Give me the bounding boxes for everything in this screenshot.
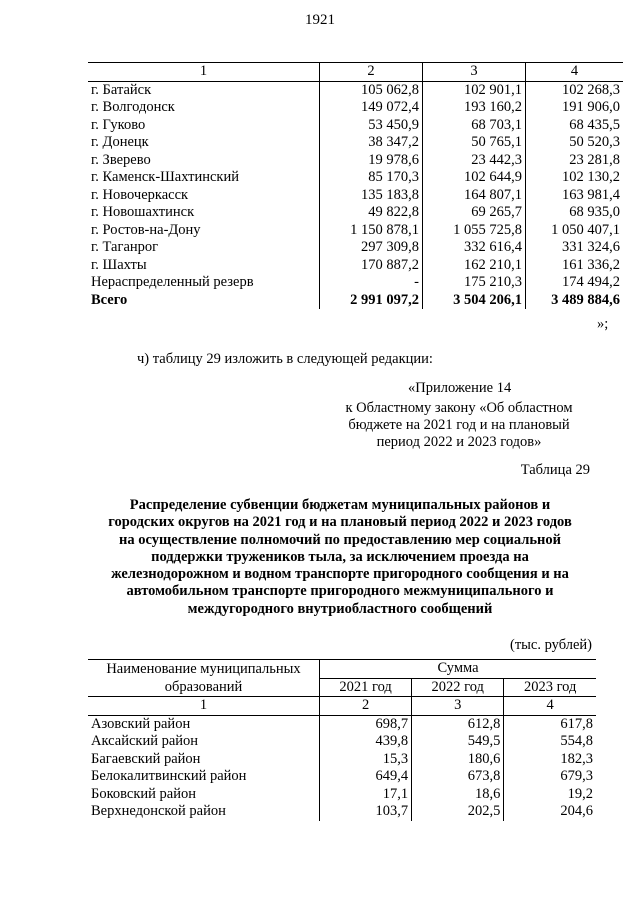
table-row xyxy=(88,204,623,222)
row-name: Верхнедонской район xyxy=(91,803,226,819)
row-name: Азовский район xyxy=(91,715,191,732)
table-row xyxy=(88,222,623,240)
cell-2022: 332 616,4 xyxy=(423,239,526,257)
cell-2023: 182,3 xyxy=(504,751,596,769)
table-heading xyxy=(90,497,590,618)
table-row xyxy=(88,257,623,275)
cell-2023: 19,2 xyxy=(504,786,596,804)
name-column-header xyxy=(88,660,320,697)
column-number: 3 xyxy=(412,697,504,716)
table-header-row xyxy=(88,660,596,679)
row-name: Багаевский район xyxy=(91,750,201,767)
cell-2023: 204,6 xyxy=(504,803,596,821)
cell-2022: 175 210,3 xyxy=(423,274,526,292)
cell-2022: 202,5 xyxy=(412,803,504,821)
row-name: г. Новошахтинск xyxy=(91,204,195,220)
column-number: 3 xyxy=(423,63,526,82)
column-number: 1 xyxy=(88,63,320,82)
cell-2023: 68 935,0 xyxy=(526,204,624,222)
cell-2023: 68 435,5 xyxy=(526,117,624,135)
cell-2021: 105 062,8 xyxy=(320,81,423,99)
cell-2023: 617,8 xyxy=(504,715,596,733)
cell-2022: 18,6 xyxy=(412,786,504,804)
sum-column-header: Сумма xyxy=(320,660,597,679)
cell-2022: 164 807,1 xyxy=(423,187,526,205)
appendix-reference-line: период 2022 и 2023 годов» xyxy=(376,434,542,450)
table-label: Таблица 29 xyxy=(520,462,590,478)
table-row xyxy=(88,117,623,135)
name-header-line: Наименование муниципальных xyxy=(106,661,301,677)
table-header-row xyxy=(88,63,623,82)
cell-2021: 149 072,4 xyxy=(320,99,423,117)
row-name: г. Шахты xyxy=(91,256,147,273)
heading-line: железнодорожном и водном транспорте пригородного сообщения и на xyxy=(111,566,569,583)
name-header-line: образований xyxy=(164,679,243,695)
column-number: 2 xyxy=(320,63,423,82)
table-subvention-distribution xyxy=(88,659,596,821)
row-name: г. Волгодонск xyxy=(91,99,175,115)
closing-quote: »; xyxy=(597,316,609,332)
table-row xyxy=(88,187,623,205)
cell-2023: 50 520,3 xyxy=(526,134,624,152)
total-2023: 3 489 884,6 xyxy=(526,292,624,310)
year-header: 2021 год xyxy=(320,678,412,697)
cell-2022: 102 644,9 xyxy=(423,169,526,187)
cell-2021: 170 887,2 xyxy=(320,257,423,275)
table-row xyxy=(88,733,596,751)
cell-2021: 19 978,6 xyxy=(320,152,423,170)
table-row xyxy=(88,169,623,187)
total-label: Всего xyxy=(91,291,128,308)
cell-2022: 50 765,1 xyxy=(423,134,526,152)
row-name: Белокалитвинский район xyxy=(91,768,247,784)
cell-2023: 102 268,3 xyxy=(526,81,624,99)
cell-2021: 53 450,9 xyxy=(320,117,423,135)
column-number: 1 xyxy=(88,697,320,716)
cell-2022: 673,8 xyxy=(412,768,504,786)
heading-line: междугородного внутриобластного сообщений xyxy=(187,600,493,617)
cell-2022: 102 901,1 xyxy=(423,81,526,99)
row-name: г. Каменск-Шахтинский xyxy=(91,169,239,185)
cell-2023: 1 050 407,1 xyxy=(526,222,624,240)
cell-2023: 23 281,8 xyxy=(526,152,624,170)
cell-2021: - xyxy=(320,274,423,292)
table-row xyxy=(88,715,596,733)
cell-2021: 135 183,8 xyxy=(320,187,423,205)
heading-line: городских округов на 2021 год и на плановый период 2022 и 2023 годов xyxy=(108,514,572,531)
year-header: 2022 год xyxy=(412,678,504,697)
table-row xyxy=(88,239,623,257)
table-row xyxy=(88,768,596,786)
row-name: Нераспределенный резерв xyxy=(91,274,254,290)
appendix-title: «Приложение 14 xyxy=(408,380,512,396)
cell-2021: 103,7 xyxy=(320,803,412,821)
column-number: 2 xyxy=(320,697,412,716)
cell-2021: 15,3 xyxy=(320,751,412,769)
row-name: Аксайский район xyxy=(91,733,199,749)
cell-2021: 85 170,3 xyxy=(320,169,423,187)
heading-line: автомобильном транспорте пригородного межмуниципального и xyxy=(126,583,554,600)
cell-2023: 161 336,2 xyxy=(526,257,624,275)
cell-2022: 162 210,1 xyxy=(423,257,526,275)
cell-2022: 549,5 xyxy=(412,733,504,751)
cell-2021: 649,4 xyxy=(320,768,412,786)
cell-2023: 331 324,6 xyxy=(526,239,624,257)
table-row xyxy=(88,152,623,170)
cell-2022: 180,6 xyxy=(412,751,504,769)
row-name: г. Таганрог xyxy=(91,239,159,255)
cell-2023: 554,8 xyxy=(504,733,596,751)
cell-2021: 1 150 878,1 xyxy=(320,222,423,240)
column-number: 4 xyxy=(526,63,624,82)
row-name: г. Донецк xyxy=(91,134,149,150)
table-total-row xyxy=(88,292,623,310)
cell-2022: 1 055 725,8 xyxy=(423,222,526,240)
heading-line: на осуществление полномочий по предоставлению мер социальной xyxy=(119,531,561,548)
table-row xyxy=(88,274,623,292)
row-name: г. Ростов-на-Дону xyxy=(91,221,201,238)
row-name: г. Батайск xyxy=(91,81,152,98)
appendix-reference-line: к Областному закону «Об областном xyxy=(345,400,573,416)
cell-2022: 69 265,7 xyxy=(423,204,526,222)
cell-2021: 49 822,8 xyxy=(320,204,423,222)
total-2022: 3 504 206,1 xyxy=(423,292,526,310)
cell-2023: 191 906,0 xyxy=(526,99,624,117)
cell-2022: 68 703,1 xyxy=(423,117,526,135)
row-name: г. Новочеркасск xyxy=(91,186,189,203)
cell-2022: 23 442,3 xyxy=(423,152,526,170)
cell-2023: 102 130,2 xyxy=(526,169,624,187)
cell-2022: 193 160,2 xyxy=(423,99,526,117)
appendix-reference xyxy=(332,400,586,451)
row-name: г. Гуково xyxy=(91,116,146,133)
appendix-reference-line: бюджете на 2021 год и на плановый xyxy=(348,417,570,433)
row-name: Боковский район xyxy=(91,785,196,802)
row-name: г. Зверево xyxy=(91,151,151,168)
cell-2021: 38 347,2 xyxy=(320,134,423,152)
cell-2023: 163 981,4 xyxy=(526,187,624,205)
cell-2021: 698,7 xyxy=(320,715,412,733)
table-row xyxy=(88,803,596,821)
cell-2023: 679,3 xyxy=(504,768,596,786)
cell-2021: 439,8 xyxy=(320,733,412,751)
table-row xyxy=(88,134,623,152)
cell-2022: 612,8 xyxy=(412,715,504,733)
cell-2023: 174 494,2 xyxy=(526,274,624,292)
total-2021: 2 991 097,2 xyxy=(320,292,423,310)
cell-2021: 297 309,8 xyxy=(320,239,423,257)
table-row xyxy=(88,786,596,804)
heading-line: поддержки тружеников тыла, за исключением проезда на xyxy=(151,548,529,565)
table-row xyxy=(88,99,623,117)
table-row xyxy=(88,81,623,99)
units-label: (тыс. рублей) xyxy=(510,637,592,653)
column-number: 4 xyxy=(504,697,596,716)
table-column-number-row xyxy=(88,697,596,716)
amendment-text: ч) таблицу 29 изложить в следующей редакции: xyxy=(137,351,433,367)
year-header: 2023 год xyxy=(504,678,596,697)
heading-line: Распределение субвенции бюджетам муниципальных районов и xyxy=(129,497,551,513)
table-municipal-distribution-continued xyxy=(88,62,623,309)
table-row xyxy=(88,751,596,769)
cell-2021: 17,1 xyxy=(320,786,412,804)
page-number: 1921 xyxy=(305,12,335,28)
